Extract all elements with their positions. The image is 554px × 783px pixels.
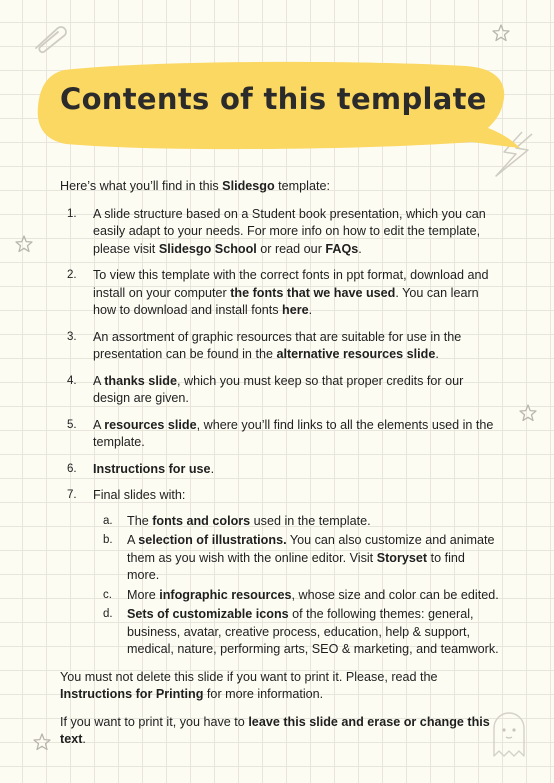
storyset-link[interactable]: Storyset xyxy=(376,550,428,565)
instructions-printing-link[interactable]: Instructions for Printing xyxy=(60,687,204,701)
sub-list-item: d. Sets of customizable icons of the following themes: general, business, avatar, creative process, education, help & support, medical, nature, performing arts, SEO & marketing, and teamwork. xyxy=(103,607,499,656)
print-instruction: If you want to print it, you have to leave this slide and erase or change this text. xyxy=(60,714,490,746)
list-item: 4. A thanks slide, which you must keep so that proper credits for our design are given. xyxy=(67,373,464,405)
sub-list-item: b. A selection of illustrations. You can also customize and animate them as you wish with the online editor. Visit Storyset to find more. xyxy=(103,533,495,582)
intro-text: Here’s what you’ll find in this Slidesgo template: xyxy=(60,179,330,193)
paperclip-icon xyxy=(30,22,70,54)
print-notice: You must not delete this slide if you want to print it. Please, read the Instructions for Printing for more information. xyxy=(60,669,438,701)
list-item: 6. Instructions for use. xyxy=(67,461,215,476)
page-title: Contents of this template xyxy=(60,82,487,116)
star-icon xyxy=(32,732,52,752)
sub-list-item: c. More infographic resources, whose size and color can be edited. xyxy=(103,587,499,602)
sub-list-item: a. The fonts and colors used in the template. xyxy=(103,513,371,528)
title-banner xyxy=(36,58,520,180)
star-icon xyxy=(14,234,34,254)
fonts-link[interactable]: the fonts that we have used xyxy=(230,285,396,300)
final-slides-list xyxy=(93,513,500,659)
slidesgo-school-link[interactable]: Slidesgo School xyxy=(158,241,257,256)
star-icon xyxy=(491,23,511,43)
list-item: 7. Final slides with: a. The fonts and colors used in the template. b. A selection of illustrations. You can also customize and animate them as you wish with the online editor. Visit Storyset to find more. c. More infographic resources, whose size and color can be edited. d. Sets of customizable icons of the following themes: general, business, avatar, creative process, education, help & support, medical, nature, performing arts, SEO & marketing, and teamwork. xyxy=(60,487,500,659)
here-link[interactable]: here xyxy=(282,303,309,317)
list-item: 3. An assortment of graphic resources that are suitable for use in the presentation can be found in the alternative resources slide. xyxy=(67,329,462,361)
faqs-link[interactable]: FAQs xyxy=(325,241,359,256)
content-body xyxy=(60,178,500,749)
list-item: 2. To view this template with the correct fonts in ppt format, download and install on your computer the fonts that we have used. You can learn how to download and install fonts here. xyxy=(67,268,489,317)
list-item: 5. A resources slide, where you’ll find links to all the elements used in the template. xyxy=(67,417,494,449)
star-icon xyxy=(518,403,538,423)
contents-list xyxy=(60,206,500,659)
list-item: 1. A slide structure based on a Student book presentation, which you can easily adapt to your needs. For more info on how to edit the template, please visit Slidesgo School or read our FAQs. xyxy=(67,206,486,256)
